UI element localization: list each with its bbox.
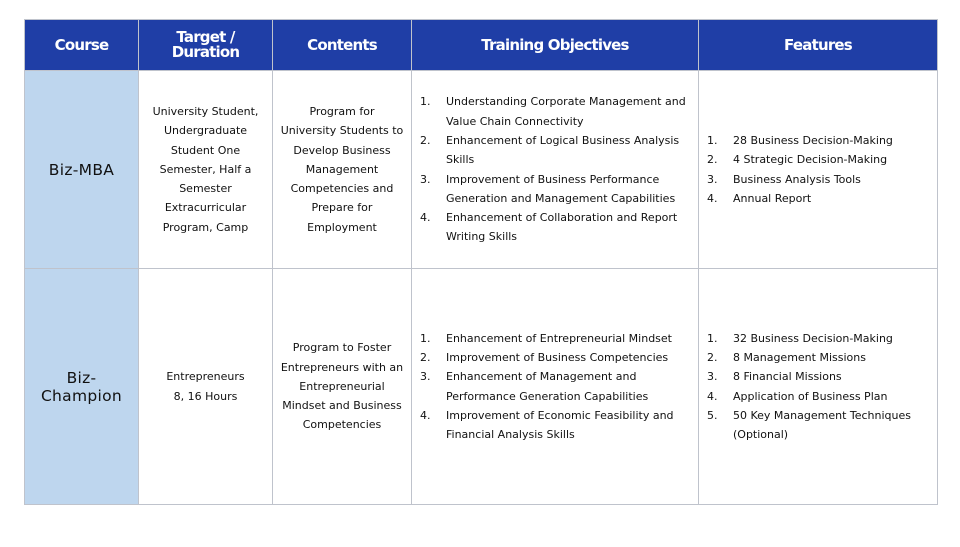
list-item xyxy=(420,208,688,247)
header-target xyxy=(139,20,273,71)
list-item xyxy=(420,92,688,131)
header-target-label: Target / Duration xyxy=(171,28,240,61)
course-name-cell xyxy=(25,269,139,505)
list-item-text: 4 Strategic Decision-Making xyxy=(733,153,888,167)
objectives-list xyxy=(420,329,688,445)
list-item-number: 1. xyxy=(420,95,431,109)
objectives-cell xyxy=(412,269,699,505)
list-item xyxy=(707,387,927,406)
list-item-text: Understanding Corporate Management and Value Chain Connectivity xyxy=(446,95,686,128)
objectives-list xyxy=(420,92,688,246)
list-item xyxy=(707,367,927,386)
list-item-text: Enhancement of Entrepreneurial Mindset xyxy=(446,331,672,345)
target-duration-cell xyxy=(139,269,273,505)
list-item-text: Enhancement of Logical Business Analysis Skills xyxy=(446,133,680,167)
list-item xyxy=(420,170,688,209)
contents-cell xyxy=(273,269,412,505)
list-item-number: 3. xyxy=(707,172,718,186)
list-item-text: 32 Business Decision-Making xyxy=(733,331,893,345)
list-item-number: 3. xyxy=(420,370,431,384)
table-row-biz-mba xyxy=(25,71,938,269)
list-item xyxy=(707,150,927,169)
list-item-number: 4. xyxy=(707,389,718,403)
objectives-cell xyxy=(412,71,699,269)
list-item-text: 8 Financial Missions xyxy=(733,370,842,384)
list-item xyxy=(420,329,688,348)
list-item-text: Annual Report xyxy=(733,191,812,205)
features-cell xyxy=(699,71,938,269)
list-item xyxy=(707,170,927,189)
course-name-cell: Biz-MBA xyxy=(25,71,139,269)
list-item-text: Improvement of Business Competencies xyxy=(446,350,669,364)
list-item-text: Enhancement of Collaboration and Report Writing Skills xyxy=(446,211,678,244)
list-item-text: Application of Business Plan xyxy=(733,389,888,403)
list-item-number: 2. xyxy=(707,153,718,167)
list-item xyxy=(420,406,688,445)
list-item-number: 4. xyxy=(420,408,431,422)
target-duration-cell xyxy=(139,71,273,269)
list-item-number: 2. xyxy=(420,133,431,147)
course-table xyxy=(24,19,938,505)
table-row-biz-champion xyxy=(25,269,938,505)
list-item-text: 50 Key Management Techniques (Optional) xyxy=(733,408,912,442)
list-item-number: 2. xyxy=(420,350,431,364)
list-item-number: 3. xyxy=(707,370,718,384)
list-item-text: Enhancement of Management and Performance Generation Capabilities xyxy=(446,370,649,403)
list-item xyxy=(707,348,927,367)
contents-text: Program for University Students to Develop Business Management Competencies and Prepare for Employment xyxy=(280,104,404,234)
target-duration-text: University Student, Undergraduate Student One Semester, Half a Semester Extracurricular Program, Camp xyxy=(152,104,259,234)
header-objectives: Training Objectives xyxy=(412,20,699,71)
list-item xyxy=(707,131,927,150)
list-item-text: Improvement of Economic Feasibility and Financial Analysis Skills xyxy=(446,408,674,442)
list-item-number: 1. xyxy=(707,331,718,345)
list-item-text: Improvement of Business Performance Generation and Management Capabilities xyxy=(446,172,676,205)
header-features: Features xyxy=(699,20,938,71)
contents-text: Program to Foster Entrepreneurs with an Entrepreneurial Mindset and Business Competencies xyxy=(280,341,404,432)
list-item-number: 1. xyxy=(420,331,431,345)
contents-cell xyxy=(273,71,412,269)
course-name-text: Biz-Champion xyxy=(40,368,123,405)
list-item-number: 4. xyxy=(420,211,431,225)
header-row xyxy=(25,20,938,71)
list-item-text: 8 Management Missions xyxy=(733,350,866,364)
features-list xyxy=(707,131,927,208)
list-item-text: Business Analysis Tools xyxy=(733,172,861,186)
list-item-number: 3. xyxy=(420,172,431,186)
list-item xyxy=(420,367,688,406)
list-item xyxy=(420,131,688,170)
list-item xyxy=(707,189,927,208)
list-item-number: 2. xyxy=(707,350,718,364)
list-item-number: 1. xyxy=(707,133,718,147)
list-item-number: 4. xyxy=(707,191,718,205)
list-item xyxy=(707,406,927,445)
features-list xyxy=(707,329,927,445)
list-item xyxy=(707,329,927,348)
list-item-text: 28 Business Decision-Making xyxy=(733,133,893,147)
header-contents: Contents xyxy=(273,20,412,71)
features-cell xyxy=(699,269,938,505)
target-duration-text: Entrepreneurs 8, 16 Hours xyxy=(166,370,245,403)
list-item-number: 5. xyxy=(707,408,718,422)
header-course: Course xyxy=(25,20,139,71)
list-item xyxy=(420,348,688,367)
